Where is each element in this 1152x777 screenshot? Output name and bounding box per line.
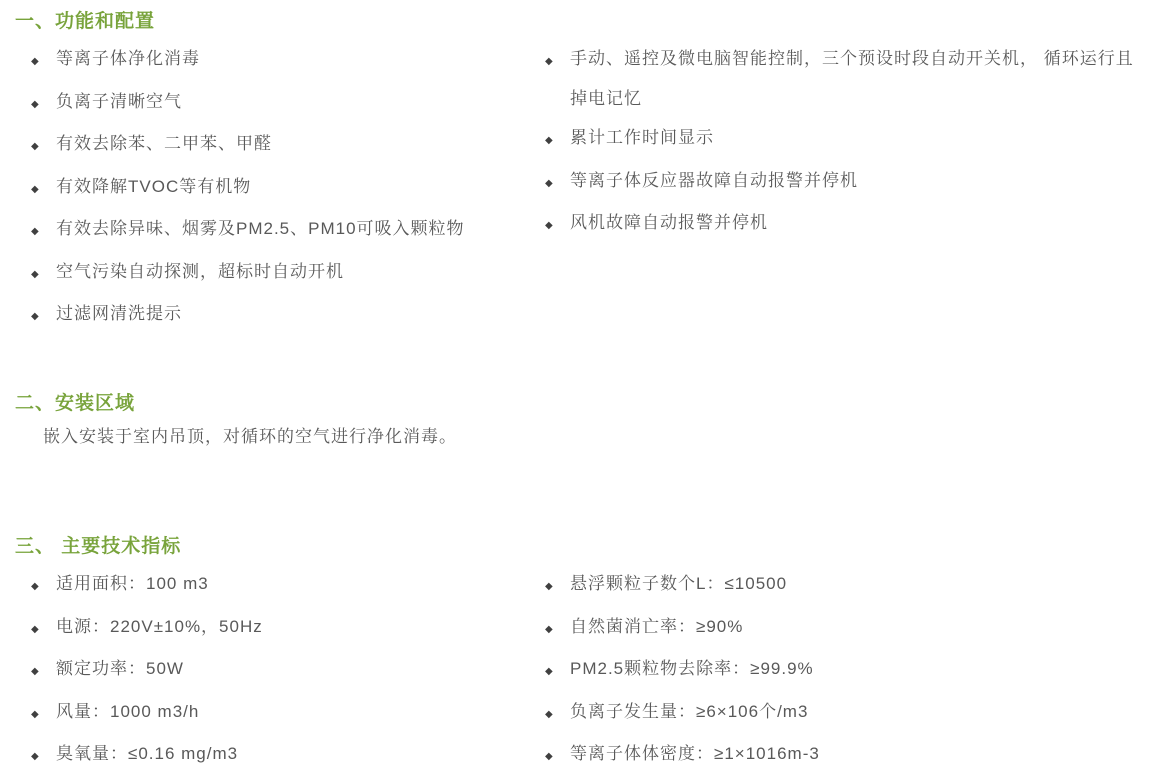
list-item-text: 等离子体体密度：≥1×1016m-3 (570, 744, 820, 763)
list-item-text: 电源：220V±10%，50Hz (56, 616, 263, 636)
list-item (31, 209, 536, 252)
list-item (31, 692, 536, 735)
list-item (545, 203, 1141, 246)
list-item (31, 252, 536, 295)
diamond-bullet-icon: ◆ (545, 751, 554, 762)
diamond-bullet-icon: ◆ (31, 183, 40, 195)
diamond-bullet-icon: ◆ (31, 56, 40, 67)
list-item (31, 167, 536, 210)
list-item-text: 自然菌消亡率：≥90% (570, 616, 744, 636)
list-item (31, 564, 536, 607)
list-item (31, 607, 536, 650)
diamond-bullet-icon: ◆ (545, 666, 554, 677)
list-item-text: 风机故障自动报警并停机 (570, 213, 768, 232)
list-item-text: PM2.5颗粒物去除率：≥99.9% (570, 659, 814, 678)
diamond-bullet-icon: ◆ (545, 56, 554, 67)
list-item (545, 118, 1141, 161)
diamond-bullet-icon: ◆ (31, 141, 40, 152)
list-item-text: 悬浮颗粒子数个L：≤10500 (570, 574, 788, 593)
list-item (545, 564, 1141, 607)
diamond-bullet-icon: ◆ (31, 623, 40, 635)
list-item-text: 过滤网清洗提示 (56, 304, 182, 323)
installation-paragraph: 嵌入安装于室内吊顶，对循环的空气进行净化消毒。 (43, 427, 457, 446)
list-item-text: 累计工作时间显示 (570, 128, 714, 147)
list-item-text: 有效去除苯、二甲苯、甲醛 (56, 134, 272, 153)
diamond-bullet-icon: ◆ (31, 226, 40, 237)
list-item (31, 124, 536, 167)
functions-right-list (545, 39, 1141, 246)
list-item (545, 649, 1141, 692)
list-item-text: 额定功率：50W (56, 659, 184, 678)
list-item (545, 39, 1141, 118)
section-heading-functions: 一、功能和配置 (15, 11, 156, 32)
section-heading-installation: 二、安装区域 (15, 393, 136, 414)
diamond-bullet-icon: ◆ (31, 666, 40, 677)
list-item (31, 39, 536, 82)
specs-left-list (31, 564, 536, 777)
list-item (545, 734, 1141, 777)
list-item (31, 649, 536, 692)
list-item-text: 负离子发生量：≥6×106个/m3 (570, 701, 809, 721)
diamond-bullet-icon: ◆ (545, 220, 554, 231)
list-item-text: 有效降解TVOC等有机物 (56, 176, 252, 196)
diamond-bullet-icon: ◆ (31, 708, 40, 720)
list-item-text: 等离子体反应器故障自动报警并停机 (570, 170, 858, 190)
diamond-bullet-icon: ◆ (545, 581, 554, 592)
list-item-text: 空气污染自动探测，超标时自动开机 (56, 261, 344, 281)
list-item-text: 负离子清晰空气 (56, 91, 182, 111)
list-item (545, 692, 1141, 735)
diamond-bullet-icon: ◆ (545, 135, 554, 146)
list-item-text: 手动、遥控及微电脑智能控制，三个预设时段自动开关机， 循环运行且掉电记忆 (570, 49, 1134, 108)
diamond-bullet-icon: ◆ (31, 311, 40, 322)
list-item-text: 等离子体净化消毒 (56, 49, 200, 68)
list-item (31, 294, 536, 337)
list-item-text: 有效去除异味、烟雾及PM2.5、PM10可吸入颗粒物 (56, 219, 465, 238)
diamond-bullet-icon: ◆ (545, 623, 554, 635)
specs-right-list (545, 564, 1141, 777)
diamond-bullet-icon: ◆ (545, 177, 554, 189)
list-item-text: 臭氧量：≤0.16 mg/m3 (56, 744, 239, 763)
diamond-bullet-icon: ◆ (31, 751, 40, 762)
section-heading-specs: 三、 主要技术指标 (15, 536, 182, 557)
diamond-bullet-icon: ◆ (545, 708, 554, 720)
diamond-bullet-icon: ◆ (31, 268, 40, 280)
list-item (545, 607, 1141, 650)
diamond-bullet-icon: ◆ (31, 98, 40, 110)
list-item (31, 82, 536, 125)
list-item-text: 适用面积：100 m3 (56, 574, 209, 593)
list-item (545, 161, 1141, 204)
list-item (31, 734, 536, 777)
diamond-bullet-icon: ◆ (31, 581, 40, 592)
list-item-text: 风量：1000 m3/h (56, 701, 200, 721)
functions-left-list (31, 39, 536, 337)
